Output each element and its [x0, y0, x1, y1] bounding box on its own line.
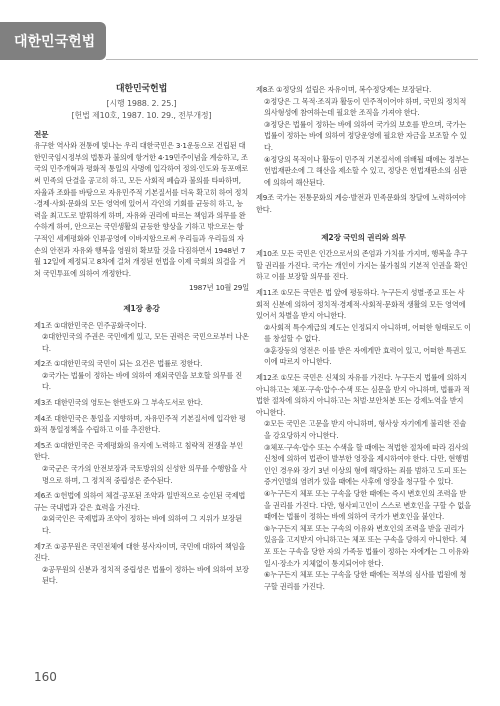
article-block: [34, 358, 249, 393]
article-block: [34, 320, 249, 355]
article-clause: ②사회적 특수계급의 제도는 인정되지 아니하며, 어떠한 형태로도 이를 창설할 수 없다.: [264, 322, 471, 344]
chapter-1-articles-continued: [256, 84, 471, 216]
article-block: [34, 397, 249, 409]
article-clause: ④누구든지 체포 또는 구속을 당한 때에는 즉시 변호인의 조력을 받을 권리를 가진다. 다만, 형사피고인이 스스로 변호인을 구할 수 없을 때에는 법률이 정하는 바에 의하여 국가가 변호인을 붙인다.: [264, 489, 471, 522]
article-block: [34, 413, 249, 436]
article-text: 제1조 ①대한민국은 민주공화국이다.: [34, 320, 147, 330]
article-clause: ③정당은 법률이 정하는 바에 의하여 국가의 보호를 받으며, 국가는 법률이 정하는 바에 의하여 정당운영에 필요한 자금을 보조할 수 있다.: [264, 119, 467, 152]
chapter-1-heading: 제1장 총강: [123, 303, 160, 313]
article-text: 제4조 대한민국은 통일을 지향하며, 자유민주적 기본질서에 입각한 평화적 통일정책을 수립하고 이를 추진한다.: [34, 413, 246, 435]
document-effective-date: [시행 1988. 2. 25.]: [106, 98, 177, 108]
section-tab-label: 대한민국헌법: [14, 34, 96, 50]
chapter-1-articles: [34, 320, 249, 587]
article-text: 제6조 ①헌법에 의하여 체결·공포된 조약과 일반적으로 승인된 국제법규는 국내법과 같은 효력을 가진다.: [34, 491, 246, 512]
left-column: [34, 84, 249, 591]
article-block: [256, 372, 471, 592]
article-clause: ④정당의 목적이나 활동이 민주적 기본질서에 위배될 때에는 정부는 헌법재판소에 그 해산을 제소할 수 있고, 정당은 헌법재판소의 심판에 의하여 해산된다.: [264, 154, 469, 187]
article-clause: ②공무원의 신분과 정치적 중립성은 법률이 정하는 바에 의하여 보장된다.: [42, 564, 249, 586]
article-block: [256, 248, 471, 283]
preamble-heading: 전문: [34, 129, 49, 139]
article-clause: ②모든 국민은 고문을 받지 아니하며, 형사상 자기에게 불리한 진술을 강요당하지 아니한다.: [264, 419, 467, 441]
article-text: 제9조 국가는 전통문화의 계승·발전과 민족문화의 창달에 노력하여야 한다.: [256, 193, 466, 214]
document-title: 대한민국헌법: [115, 84, 168, 94]
document-amendment-info: [헌법 제10호, 1987. 10. 29., 전부개정]: [71, 110, 212, 120]
article-clause: ③체포·구속·압수 또는 수색을 할 때에는 적법한 절차에 따라 검사의 신청에 의하여 법관이 발부한 영장을 제시하여야 한다. 다만, 현행범인인 경우와 장기 3년 이상의 형에 해당하는 죄를 범하고 도피 또는 증거인멸의 염려가 있을 때에는 사후에 영장을 청구할 수 있다.: [264, 442, 469, 487]
section-tab: [0, 22, 106, 60]
article-block: [34, 541, 249, 587]
article-clause: ②정당은 그 목적·조직과 활동이 민주적이어야 하며, 국민의 정치적 의사형성에 참여하는데 필요한 조직을 가져야 한다.: [264, 96, 467, 118]
page-number: 160: [34, 670, 57, 684]
header-rule: [106, 59, 478, 60]
article-text: 제8조 ①정당의 설립은 자유이며, 복수정당제는 보장된다.: [256, 85, 432, 94]
article-clause: ⑤누구든지 체포 또는 구속의 이유와 변호인의 조력을 받을 권리가 있음을 고지받지 아니하고는 체포 또는 구속을 당하지 아니한다. 체포 또는 구속을 당한 자의 가족등 법률이 정하는 자에게는 그 이유와 일시·장소가 지체없이 통지되어야 한다.: [264, 523, 469, 568]
preamble-date: 1987년 10월 29일: [188, 283, 249, 293]
article-clause: ③훈장등의 영전은 이를 받은 자에게만 효력이 있고, 어떠한 특권도 이에 따르지 아니한다.: [264, 345, 467, 367]
preamble-text: 유구한 역사와 전통에 빛나는 우리 대한국민은 3·1운동으로 건립된 대한민국임시정부의 법통과 불의에 항거한 4·19민주이념을 계승하고, 조국의 민주개혁과 평화적 통일의 사명에 입각하여 정의·인도와 동포애로써 민족의 단결을 공고히 하고, 모든 사회적 폐습과 불의를 타파하며, 자율과 조화를 바탕으로 자유민주적 기본질서를 더욱 확고히 하여 정치·경제·사회·문화의 모든 영역에 있어서 각인의 기회를 균등히 하고, 능력을 최고도로 발휘하게 하며, 자유와 권리에 따르는 책임과 의무를 완수하게 하여, 안으로는 국민생활의 균등한 향상을 기하고 밖으로는 항구적인 세계평화와 인류공영에 이바지함으로써 우리들과 우리들의 자손의 안전과 자유와 행복을 영원히 확보할 것을 다짐하면서 1948년 7월 12일에 제정되고 8차에 걸쳐 개정된 헌법을 이제 국회의 의결을 거쳐 국민투표에 의하여 개정한다.: [34, 141, 249, 278]
article-clause: ⑥누구든지 체포 또는 구속을 당한 때에는 적부의 심사를 법원에 청구할 권리를 가진다.: [264, 570, 467, 591]
article-block: [256, 84, 471, 188]
article-clause: ②국가는 법률이 정하는 바에 의하여 재외국민을 보호할 의무를 진다.: [42, 370, 242, 392]
article-clause: ②외국인은 국제법과 조약이 정하는 바에 의하여 그 지위가 보장된다.: [42, 514, 242, 535]
article-text: 제10조 모든 국민은 인간으로서의 존엄과 가치를 가지며, 행복을 추구할 권리를 가진다. 국가는 개인이 가지는 불가침의 기본적 인권을 확인하고 이를 보장할 의무를 진다.: [256, 249, 468, 282]
article-text: 제12조 ①모든 국민은 신체의 자유를 가진다. 누구든지 법률에 의하지 아니하고는 체포·구속·압수·수색 또는 심문을 받지 아니하며, 법률과 적법한 절차에 의하지 아니하고는 처벌·보안처분 또는 강제노역을 받지 아니한다.: [256, 373, 470, 417]
article-clause: ②국군은 국가의 안전보장과 국토방위의 신성한 의무를 수행함을 사명으로 하며, 그 정치적 중립성은 준수된다.: [42, 464, 247, 485]
article-block: [256, 192, 471, 215]
article-clause: ②대한민국의 주권은 국민에게 있고, 모든 권력은 국민으로부터 나온다.: [42, 332, 249, 353]
article-text: 제5조 ①대한민국은 국제평화의 유지에 노력하고 침략적 전쟁을 부인한다.: [34, 440, 244, 462]
article-text: 제7조 ①공무원은 국민전체에 대한 봉사자이며, 국민에 대하여 책임을 진다.: [34, 541, 246, 563]
article-block: [34, 490, 249, 536]
article-text: 제2조 ①대한민국의 국민이 되는 요건은 법률로 정한다.: [34, 359, 203, 369]
chapter-2-heading: 제2장 국민의 권리와 의무: [321, 232, 406, 242]
chapter-2-articles: [256, 248, 471, 592]
right-column: [256, 84, 471, 596]
article-block: [256, 287, 471, 368]
article-text: 제3조 대한민국의 영토는 한반도와 그 부속도서로 한다.: [34, 398, 203, 408]
article-text: 제11조 ①모든 국민은 법 앞에 평등하다. 누구든지 성별·종교 또는 사회적 신분에 의하여 정치적·경제적·사회적·문화적 생활의 모든 영역에 있어서 차별을 받지 아니한다.: [256, 287, 466, 321]
article-block: [34, 440, 249, 486]
